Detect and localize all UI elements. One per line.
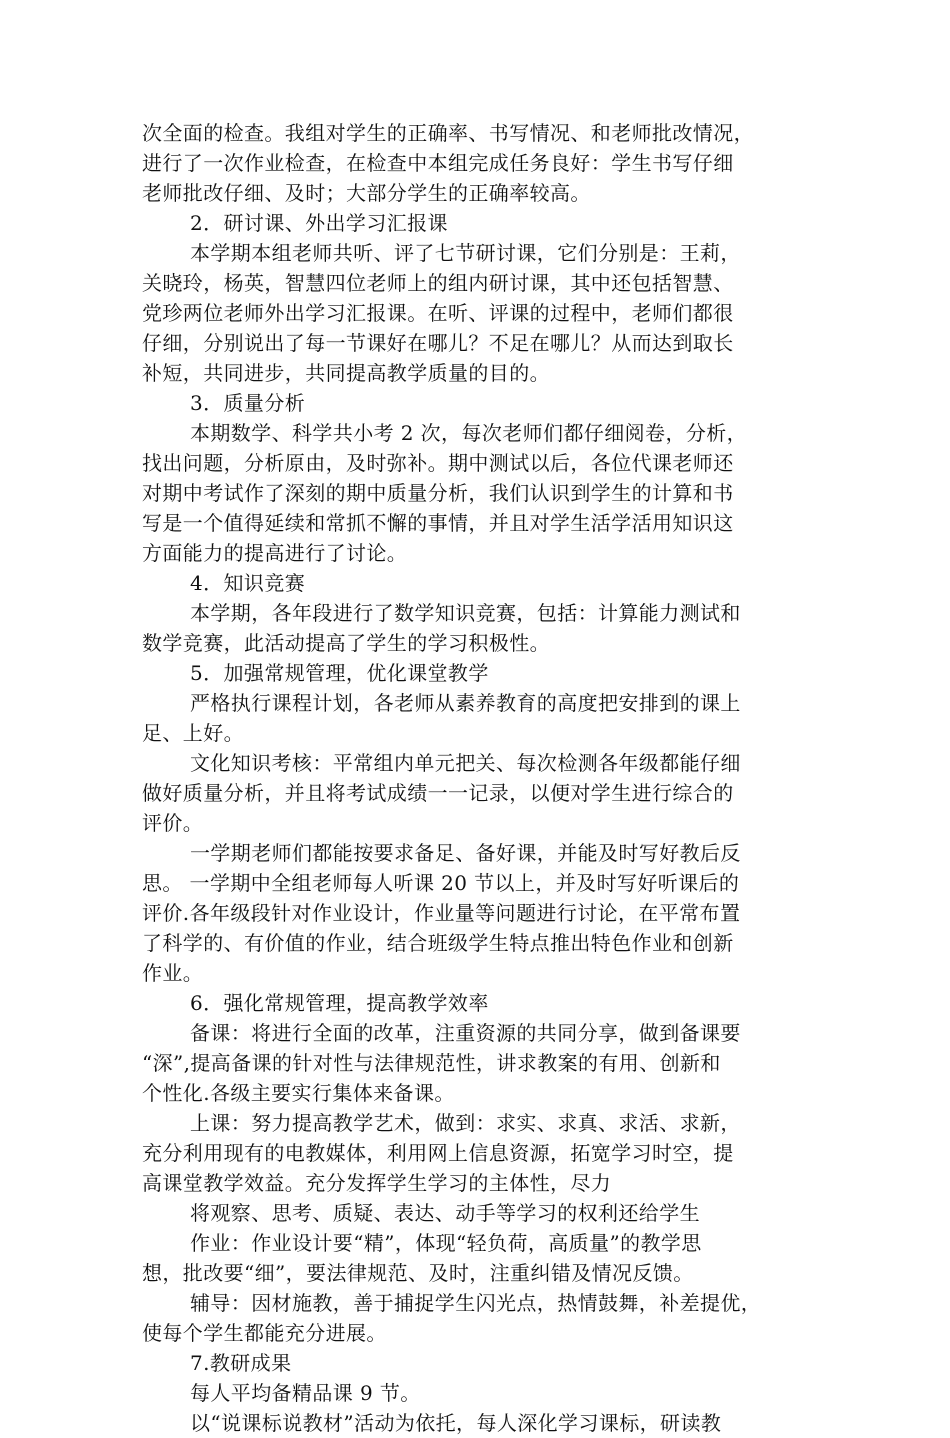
text-line: 写是一个值得延续和常抓不懈的事情，并且对学生活学活用知识这 [142,511,734,535]
text-line: 次全面的检查。我组对学生的正确率、书写情况、和老师批改情况， [142,121,754,145]
text-line: 高课堂教学效益。充分发挥学生学习的主体性，尽力 [142,1171,612,1195]
section-heading: 3．质量分析 [190,391,306,415]
text-line: 本学期本组老师共听、评了七节研讨课，它们分别是：王莉， [190,241,741,265]
text-line: 党珍两位老师外出学习汇报课。在听、评课的过程中，老师们都很 [142,301,734,325]
text-line: 评价.各年级段针对作业设计，作业量等问题进行讨论，在平常布置 [142,901,741,925]
text-line: 以“说课标说教材”活动为依托，每人深化学习课标，研读教 [190,1411,722,1435]
text-line: 辅导：因材施教，善于捕捉学生闪光点，热情鼓舞，补差提优， [190,1291,762,1315]
text-line: 进行了一次作业检查，在检查中本组完成任务良好：学生书写仔细 [142,151,734,175]
section-heading: 6．强化常规管理，提高教学效率 [190,991,489,1015]
text-line: 本学期，各年段进行了数学知识竞赛，包括：计算能力测试和 [190,601,741,625]
text-line: 老师批改仔细、及时；大部分学生的正确率较高。 [142,181,591,205]
text-line: 足、上好。 [142,721,244,745]
text-line: 严格执行课程计划，各老师从素养教育的高度把安排到的课上 [190,691,741,715]
text-line: 方面能力的提高进行了讨论。 [142,541,408,565]
text-line: 本期数学、科学共小考 2 次，每次老师们都仔细阅卷，分析， [190,421,748,445]
text-line: 做好质量分析，并且将考试成绩一一记录，以便对学生进行综合的 [142,781,734,805]
text-line: 文化知识考核：平常组内单元把关、每次检测各年级都能仔细 [190,751,741,775]
section-heading: 7.教研成果 [190,1351,292,1375]
section-heading: 5．加强常规管理，优化课堂教学 [190,661,489,685]
text-line: 仔细，分别说出了每一节课好在哪儿？不足在哪儿？从而达到取长 [142,331,734,355]
text-line: 数学竞赛，此活动提高了学生的学习积极性。 [142,631,550,655]
text-line: 评价。 [142,811,204,835]
text-line: 充分利用现有的电教媒体，利用网上信息资源，拓宽学习时空，提 [142,1141,734,1165]
text-line: 一学期老师们都能按要求备足、备好课，并能及时写好教后反 [190,841,741,865]
text-line: 对期中考试作了深刻的期中质量分析，我们认识到学生的计算和书 [142,481,734,505]
text-line: 将观察、思考、质疑、表达、动手等学习的权利还给学生 [190,1201,700,1225]
text-line: 了科学的、有价值的作业，结合班级学生特点推出特色作业和创新 [142,931,734,955]
text-line: “深”,提高备课的针对性与法律规范性，讲求教案的有用、创新和 [142,1051,721,1075]
text-line: 使每个学生都能充分进展。 [142,1321,387,1345]
section-heading: 4．知识竞赛 [190,571,306,595]
text-line: 关晓玲，杨英，智慧四位老师上的组内研讨课，其中还包括智慧、 [142,271,734,295]
text-line: 找出问题，分析原由，及时弥补。期中测试以后，各位代课老师还 [142,451,734,475]
text-line: 思。 一学期中全组老师每人听课 20 节以上，并及时写好听课后的 [142,871,740,895]
text-line: 备课：将进行全面的改革，注重资源的共同分享，做到备课要 [190,1021,741,1045]
text-line: 补短，共同进步，共同提高教学质量的目的。 [142,361,550,385]
text-line: 作业：作业设计要“精”，体现“轻负荷，高质量”的教学思 [190,1231,702,1255]
text-line: 想，批改要“细”，要法律规范、及时，注重纠错及情况反馈。 [142,1261,694,1285]
text-line: 上课：努力提高教学艺术，做到：求实、求真、求活、求新， [190,1111,741,1135]
text-line: 个性化.各级主要实行集体来备课。 [142,1081,455,1105]
text-line: 作业。 [142,961,204,985]
section-heading: 2．研讨课、外出学习汇报课 [190,211,448,235]
text-line: 每人平均备精品课 9 节。 [190,1381,421,1405]
